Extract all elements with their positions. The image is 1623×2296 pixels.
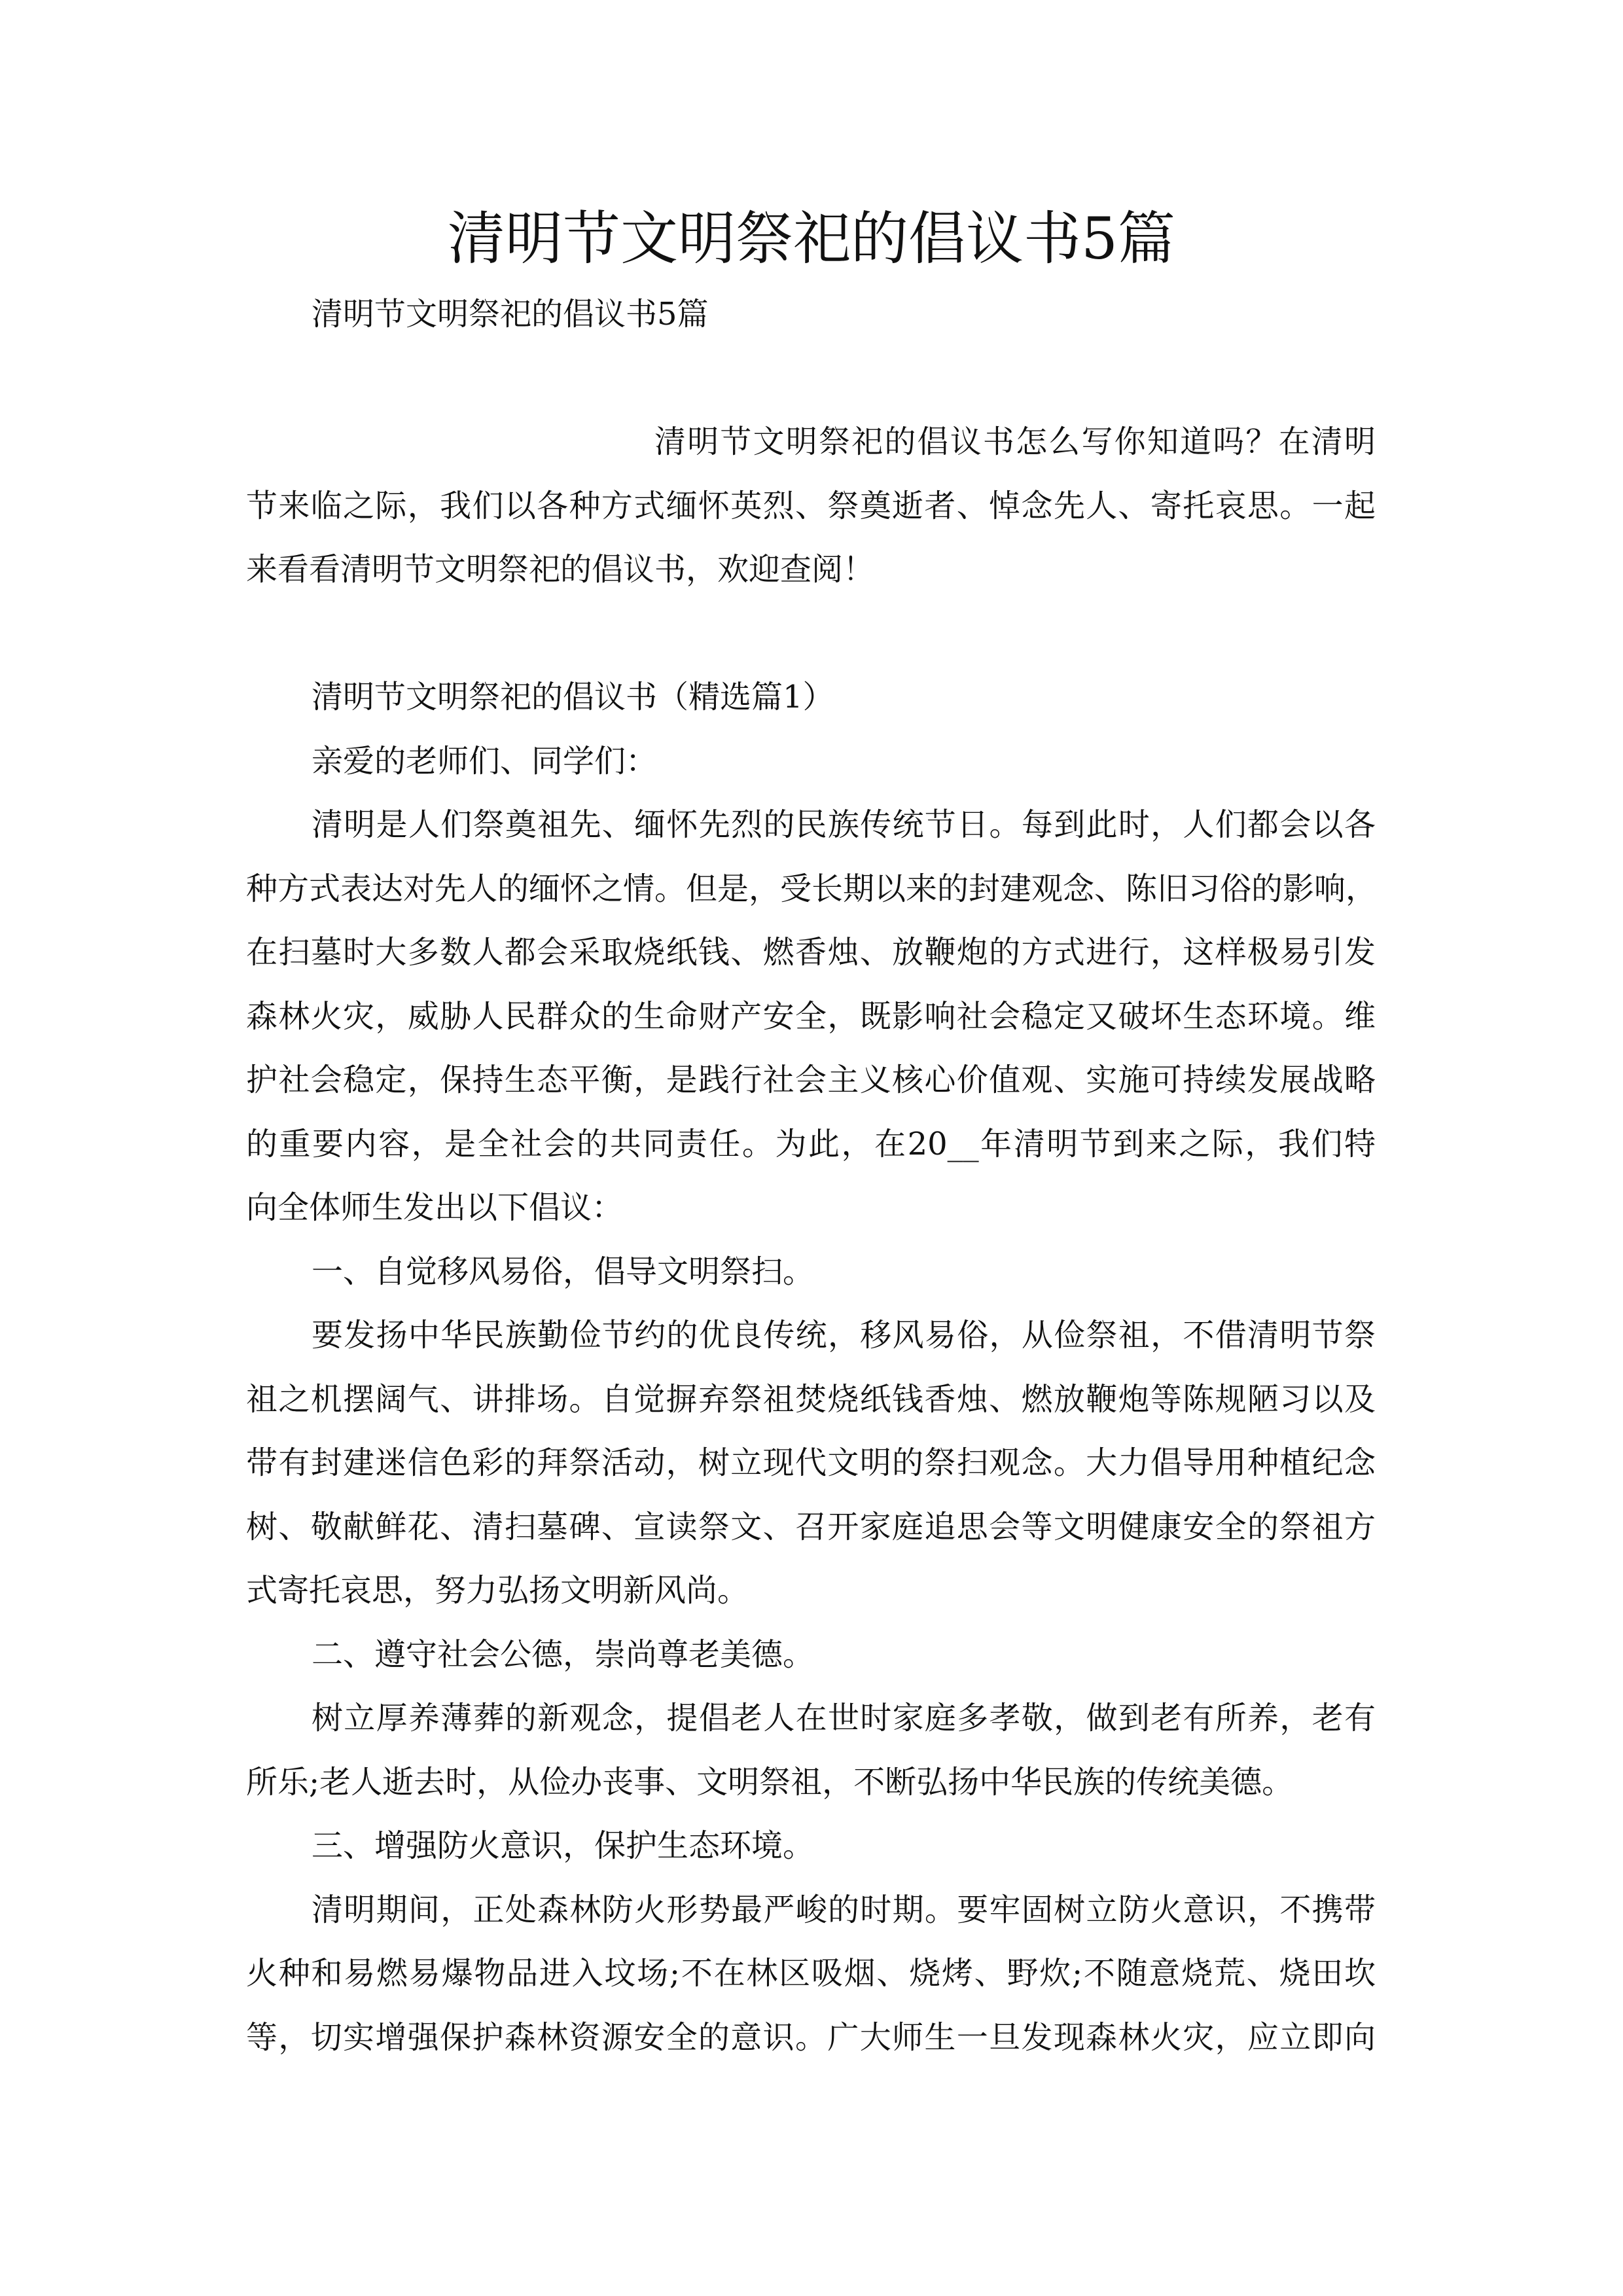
document-body	[246, 283, 1376, 2070]
intro-line: 来看看清明节文明祭祀的倡议书，欢迎查阅！	[246, 551, 875, 588]
section-heading: 清明节文明祭祀的倡议书（精选篇1）	[312, 679, 834, 715]
paragraph-line: 清明期间，正处森林防火形势最严峻的时期。要牢固树立防火意识，不携带	[312, 1891, 1376, 1928]
paragraph-line: 一、自觉移风易俗，倡导文明祭扫。	[312, 1253, 815, 1290]
paragraph	[246, 1687, 1376, 1814]
paragraph-line: 二、遵守社会公德，崇尚尊老美德。	[312, 1636, 815, 1673]
subtitle: 清明节文明祭祀的倡议书5篇	[312, 296, 709, 332]
paragraph-line: 火种和易燃易爆物品进入坟场;不在林区吸烟、烧烤、野炊;不随意烧荒、烧田坎	[246, 1955, 1376, 1992]
paragraph-line: 种方式表达对先人的缅怀之情。但是，受长期以来的封建观念、陈旧习俗的影响，	[246, 870, 1378, 907]
paragraph-line: 祖之机摆阔气、讲排场。自觉摒弃祭祖焚烧纸钱香烛、燃放鞭炮等陈规陋习以及	[246, 1380, 1376, 1418]
paragraph	[246, 1304, 1376, 1623]
document-title: 清明节文明祭祀的倡议书5篇	[448, 205, 1175, 272]
paragraph-line: 森林火灾，威胁人民群众的生命财产安全，既影响社会稳定又破坏生态环境。维	[246, 997, 1376, 1035]
intro-line: 清明节文明祭祀的倡议书怎么写你知道吗？在清明	[654, 423, 1376, 460]
paragraph	[246, 793, 1376, 1240]
paragraph-line: 带有封建迷信色彩的拜祭活动，树立现代文明的祭扫观念。大力倡导用种植纪念	[246, 1444, 1376, 1481]
paragraph-line: 三、增强防火意识，保护生态环境。	[312, 1827, 815, 1864]
intro-line: 节来临之际，我们以各种方式缅怀英烈、祭奠逝者、悼念先人、寄托哀思。一起	[246, 487, 1376, 524]
numbered-heading	[246, 1814, 1376, 1878]
spacer	[246, 602, 1376, 666]
paragraph-line: 等，切实增强保护森林资源安全的意识。广大师生一旦发现森林火灾，应立即向	[246, 2018, 1376, 2056]
paragraph-line: 向全体师生发出以下倡议：	[246, 1189, 624, 1226]
paragraphs	[246, 793, 1376, 2070]
paragraph	[246, 1878, 1376, 2070]
paragraph-line: 的重要内容，是全社会的共同责任。为此，在20__年清明节到来之际，我们特	[246, 1125, 1376, 1162]
paragraph-line: 护社会稳定，保持生态平衡，是践行社会主义核心价值观、实施可持续发展战略	[246, 1062, 1376, 1098]
numbered-heading	[246, 1240, 1376, 1304]
spacer	[246, 347, 1376, 411]
paragraph-line: 树、敬献鲜花、清扫墓碑、宣读祭文、召开家庭追思会等文明健康安全的祭祖方	[246, 1508, 1376, 1545]
paragraph-line: 要发扬中华民族勤俭节约的优良传统，移风易俗，从俭祭祖，不借清明节祭	[312, 1317, 1376, 1354]
numbered-heading	[246, 1623, 1376, 1687]
paragraph-line: 式寄托哀思，努力弘扬文明新风尚。	[246, 1572, 749, 1609]
salutation: 亲爱的老师们、同学们：	[312, 742, 658, 780]
paragraph-line: 所乐;老人逝去时，从俭办丧事、文明祭祖，不断弘扬中华民族的传统美德。	[246, 1763, 1294, 1801]
paragraph-line: 在扫墓时大多数人都会采取烧纸钱、燃香烛、放鞭炮的方式进行，这样极易引发	[246, 934, 1376, 971]
paragraph-line: 清明是人们祭奠祖先、缅怀先烈的民族传统节日。每到此时，人们都会以各	[312, 806, 1376, 843]
paragraph-line: 树立厚养薄葬的新观念，提倡老人在世时家庭多孝敬，做到老有所养，老有	[312, 1700, 1376, 1736]
